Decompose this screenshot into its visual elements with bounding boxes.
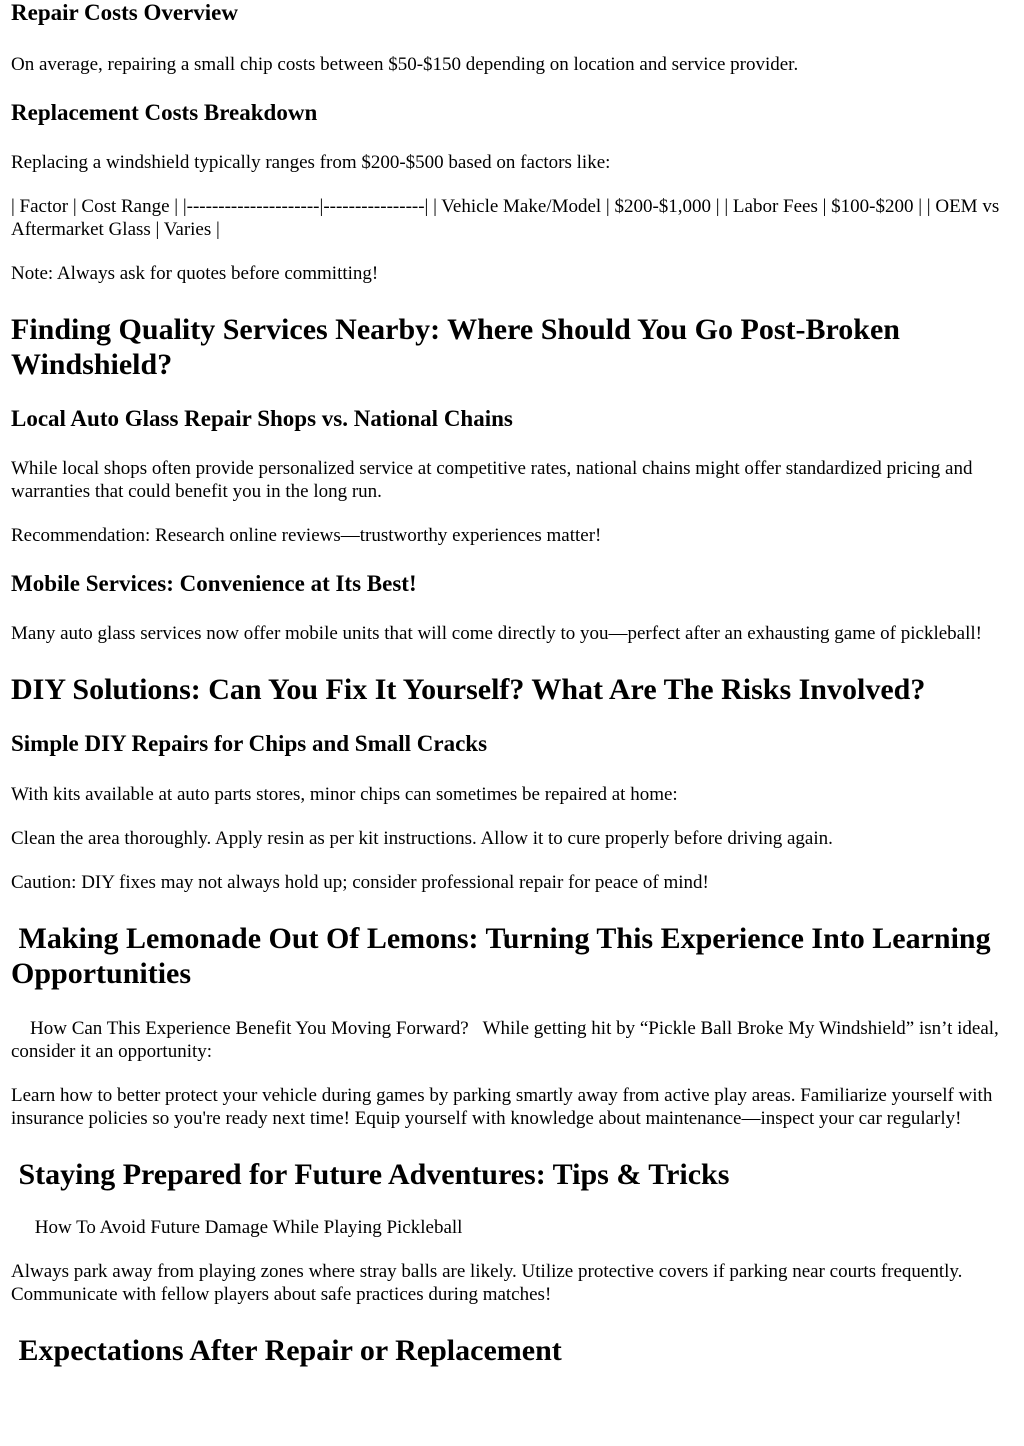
recommendation-text: Recommendation: Research online reviews—trustworthy experiences matter!: [11, 525, 602, 546]
repair-costs-heading: Repair Costs Overview: [11, 0, 238, 25]
expectations-heading: Expectations After Repair or Replacement: [11, 1334, 562, 1367]
benefit-text: How Can This Experience Benefit You Moving Forward? While getting hit by “Pickle Ball Broke My Windshield” isn’t ideal, consider it an opportunity:: [11, 1018, 1004, 1062]
repair-costs-text: On average, repairing a small chip costs between $50-$150 depending on location and service provider.: [11, 54, 799, 75]
local-vs-national-heading: Local Auto Glass Repair Shops vs. National Chains: [11, 406, 513, 431]
prepared-heading: Staying Prepared for Future Adventures: Tips & Tricks: [11, 1158, 730, 1191]
avoid-damage-text: How To Avoid Future Damage While Playing Pickleball: [11, 1217, 463, 1238]
cost-table-text: | Factor | Cost Range | |---------------------|----------------| | Vehicle Make/Model | $200-$1,000 | | Labor Fees | $100-$200 | | OEM vs Aftermarket Glass | Varies |: [11, 196, 1003, 240]
local-vs-national-text: While local shops often provide personalized service at competitive rates, national chains might offer standardized pricing and warranties that could benefit you in the long run.: [11, 458, 978, 502]
simple-diy-heading: Simple DIY Repairs for Chips and Small Cracks: [11, 731, 488, 756]
park-away-text: Always park away from playing zones where stray balls are likely. Utilize protective covers if parking near courts frequently. Communicate with fellow players about safe practices during matches!: [11, 1261, 968, 1305]
diy-steps-text: Clean the area thoroughly. Apply resin as per kit instructions. Allow it to cure properly before driving again.: [11, 828, 833, 849]
finding-services-heading: Finding Quality Services Nearby: Where Should You Go Post-Broken Windshield?: [11, 313, 907, 381]
mobile-services-text: Many auto glass services now offer mobile units that will come directly to you—perfect after an exhausting game of pickleball!: [11, 623, 982, 644]
diy-heading: DIY Solutions: Can You Fix It Yourself? What Are The Risks Involved?: [11, 673, 926, 706]
learn-text: Learn how to better protect your vehicle during games by parking smartly away from active play areas. Familiarize yourself with insurance policies so you're ready next time! Equip yourself with knowledge about maintenance—inspect your car regularly!: [11, 1085, 998, 1129]
diy-kits-text: With kits available at auto parts stores, minor chips can sometimes be repaired at home:: [11, 784, 678, 805]
article: [11, 0, 1013, 1368]
mobile-services-heading: Mobile Services: Convenience at Its Best!: [11, 571, 417, 596]
replacement-costs-heading: Replacement Costs Breakdown: [11, 100, 318, 125]
lemonade-heading: Making Lemonade Out Of Lemons: Turning This Experience Into Learning Opportunities: [11, 922, 999, 990]
diy-caution-text: Caution: DIY fixes may not always hold up; consider professional repair for peace of mind!: [11, 872, 709, 893]
replacement-costs-text: Replacing a windshield typically ranges from $200-$500 based on factors like:: [11, 152, 611, 173]
quotes-note: Note: Always ask for quotes before committing!: [11, 263, 379, 284]
